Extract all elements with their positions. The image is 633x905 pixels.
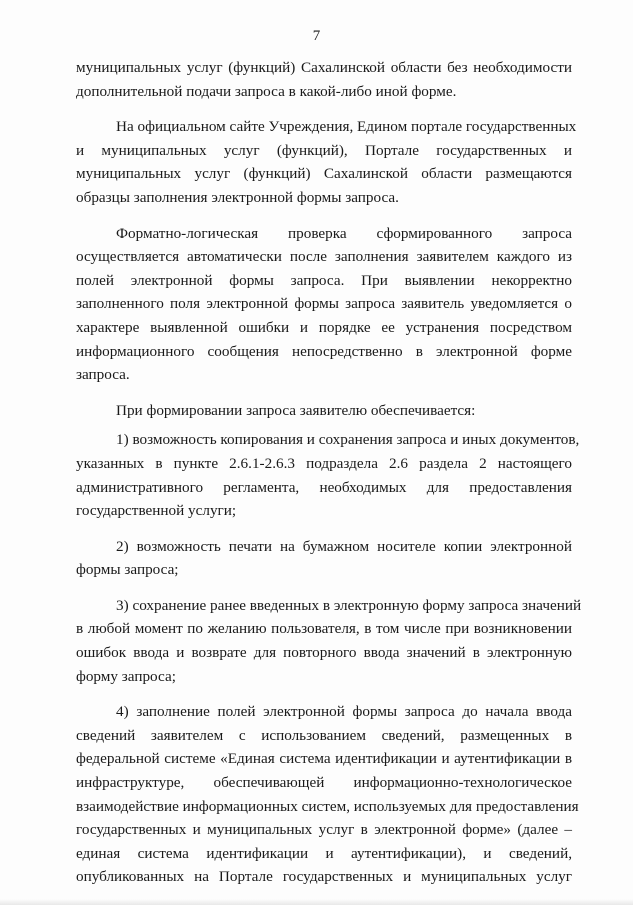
text-line: государственных и муниципальных услуг в электронной форме» (далее –	[76, 821, 572, 839]
text-line: муниципальных услуг (функций) Сахалинской области без необходимости	[76, 59, 572, 76]
list-item-2	[76, 535, 572, 582]
text-line: заполненного поля электронной формы запроса заявитель уведомляется о	[76, 295, 572, 313]
text-line: полей электронной формы запроса. При выявлении некорректно	[76, 271, 572, 289]
text-line: 4) заполнение полей электронной формы запроса до начала ввода	[116, 703, 572, 721]
text-line: запроса.	[76, 366, 130, 384]
text-line: 1) возможность копирования и сохранения запроса и иных документов,	[116, 431, 580, 449]
text-line: единая система идентификации и аутентификации), и сведений,	[76, 844, 572, 862]
document-body	[76, 56, 582, 889]
text-line: осуществляется автоматически после заполнения заявителем каждого из	[76, 248, 572, 266]
text-line: государственной услуги;	[76, 502, 237, 520]
text-line: федеральной системе «Единая система идентификации и аутентификации в	[76, 750, 572, 768]
text-line: информационного сообщения непосредственно в электронной форме	[76, 342, 572, 360]
text-line: образцы заполнения электронной формы запроса.	[76, 188, 399, 206]
list-item-3	[76, 594, 582, 688]
text-line: 3) сохранение ранее введенных в электронную форму запроса значений	[116, 596, 582, 614]
text-line: Форматно-логическая проверка сформированного запроса	[116, 224, 572, 242]
text-line: административного регламента, необходимых для предоставления	[76, 478, 572, 496]
text-line: и муниципальных услуг (функций), Портале государственных и	[76, 141, 572, 159]
text-line: инфраструктуре, обеспечивающей информационно-технологическое	[76, 774, 572, 792]
text-line: формы запроса;	[76, 561, 179, 579]
page-number: 7	[312, 28, 321, 44]
paragraph-format-check	[76, 222, 572, 387]
text-line: При формировании запроса заявителю обеспечивается:	[116, 401, 476, 419]
list-item-1	[76, 428, 580, 522]
text-line: На официальном сайте Учреждения, Едином портале государственных	[116, 118, 577, 136]
text-line: 2) возможность печати на бумажном носителе копии электронной	[116, 537, 572, 555]
text-line: муниципальных услуг (функций) Сахалинской области размещаются	[76, 165, 572, 183]
list-item-4	[76, 700, 579, 889]
paragraph-continuation	[76, 56, 572, 103]
text-line: взаимодействие информационных систем, используемых для предоставления	[76, 797, 579, 815]
text-line: ошибок ввода и возврате для повторного ввода значений в электронную	[76, 644, 572, 662]
text-line: характере выявленной ошибки и порядке ее устранения посредством	[76, 318, 572, 336]
text-line: указанных в пункте 2.6.1-2.6.3 подраздела 2.6 раздела 2 настоящего	[76, 454, 572, 472]
text-line: опубликованных на Портале государственных и муниципальных услуг	[76, 868, 572, 886]
text-line: в любой момент по желанию пользователя, в том числе при возникновении	[76, 620, 572, 638]
text-line: сведений заявителем с использованием сведений, размещенных в	[76, 726, 572, 744]
text-line: дополнительной подачи запроса в какой-либо иной форме.	[76, 82, 457, 100]
paragraph-official-site	[76, 115, 577, 209]
scan-edge	[0, 899, 633, 905]
paragraph-provision-intro	[76, 399, 572, 423]
text-line: форму запроса;	[76, 667, 176, 685]
